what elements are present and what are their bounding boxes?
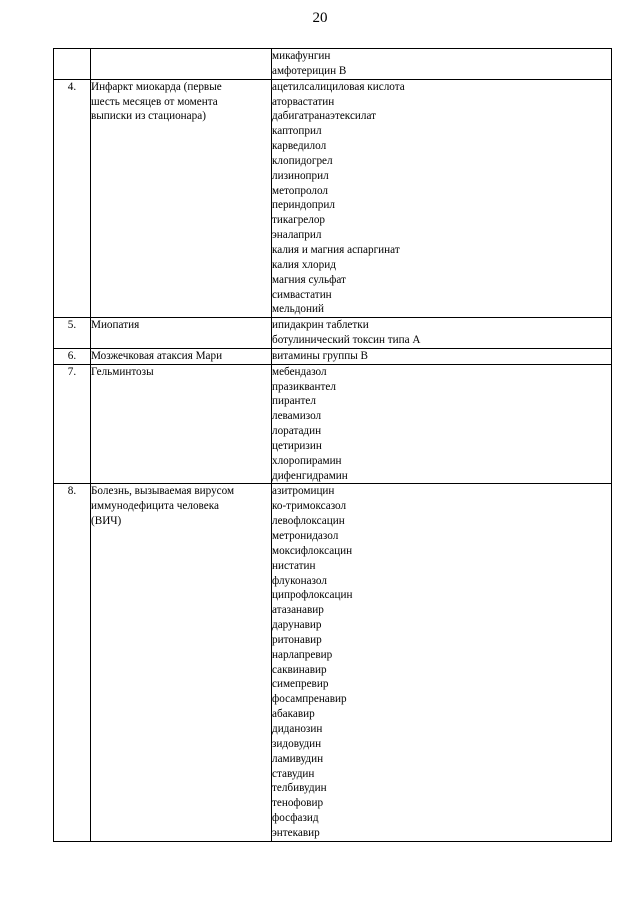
drug-name: празиквантел — [272, 380, 336, 393]
drug-name: ипидакрин таблетки — [272, 319, 369, 332]
drug-name: атазанавир — [272, 604, 324, 617]
drug-name: саквинавир — [272, 663, 327, 676]
table-row — [54, 318, 612, 349]
drug-name: левамизол — [272, 410, 322, 423]
table-row — [54, 484, 612, 841]
drug-name: ламивудин — [272, 752, 324, 765]
disease-cell — [91, 79, 272, 318]
drugs-cell — [272, 348, 612, 364]
drug-name: флуконазол — [272, 574, 327, 587]
drugs-cell — [272, 484, 612, 841]
table-row — [54, 49, 612, 80]
table-row — [54, 364, 612, 484]
disease-cell — [91, 49, 272, 80]
drug-name: метопролол — [272, 184, 329, 197]
drug-name: метронидазол — [272, 530, 339, 542]
drug-name: ко-тримоксазол — [272, 500, 347, 513]
page-number: 20 — [312, 10, 328, 26]
drug-table-body — [54, 49, 612, 842]
drug-name: ставудин — [272, 767, 315, 780]
table-row — [54, 79, 612, 318]
drug-name: дарунавир — [272, 619, 322, 632]
drug-name: калия и магния аспаргинат — [272, 243, 400, 256]
drug-name: абакавир — [272, 708, 315, 721]
disease-line: Миопатия — [91, 319, 140, 332]
drug-name: моксифлоксацин — [272, 544, 353, 557]
drug-name: нистатин — [272, 559, 316, 572]
drug-name: эналаприл — [272, 229, 322, 242]
drug-name: каптоприл — [272, 125, 322, 138]
drug-name: симвастатин — [272, 288, 332, 301]
drug-name: цетиризин — [272, 439, 322, 452]
row-number: 6. — [54, 348, 91, 364]
disease-line: Мозжечковая атаксия Мари — [91, 349, 223, 362]
drugs-cell — [272, 364, 612, 484]
drug-name: телбивудин — [272, 782, 327, 795]
drug-name: магния сульфат — [272, 273, 346, 286]
drug-name: зидовудин — [272, 737, 322, 750]
row-number — [54, 49, 91, 80]
drug-name: амфотерицин В — [272, 64, 347, 77]
drug-name: фосфазид — [272, 812, 319, 825]
drugs-cell — [272, 318, 612, 349]
disease-line: выписки из стационара) — [91, 110, 206, 123]
disease-cell — [91, 484, 272, 841]
drugs-cell — [272, 79, 612, 318]
drug-name: диданозин — [272, 722, 323, 735]
drugs-cell — [272, 49, 612, 80]
drug-name: левофлоксацин — [272, 515, 345, 528]
drug-name: дабигатранаэтексилат — [272, 110, 377, 123]
row-number: 4. — [54, 79, 91, 318]
drug-name: пирантел — [272, 395, 316, 408]
drug-name: лизиноприл — [272, 169, 329, 182]
drug-name: клопидогрел — [272, 154, 333, 167]
disease-line: (ВИЧ) — [91, 515, 122, 528]
drug-name: тенофовир — [272, 797, 324, 810]
drug-name: хлоропирамин — [272, 454, 342, 467]
row-number: 8. — [54, 484, 91, 841]
table-row — [54, 348, 612, 364]
disease-line: Болезнь, вызываемая вирусом — [91, 485, 235, 498]
disease-line: Гельминтозы — [91, 365, 154, 378]
disease-line: Инфаркт миокарда (первые — [91, 80, 222, 93]
drug-name: лоратадин — [272, 425, 322, 438]
drug-name: витамины группы В — [272, 349, 369, 362]
drug-name: аторвастатин — [272, 95, 335, 108]
drug-name: азитромицин — [272, 485, 335, 498]
drug-name: симепревир — [272, 678, 329, 691]
row-number: 7. — [54, 364, 91, 484]
drug-name: ацетилсалициловая кислота — [272, 80, 405, 93]
drug-name: дифенгидрамин — [272, 469, 348, 482]
drug-name: энтекавир — [272, 826, 320, 839]
disease-cell — [91, 364, 272, 484]
drug-name: мельдоний — [272, 303, 324, 316]
disease-line: шесть месяцев от момента — [91, 95, 218, 108]
disease-line: иммунодефицита человека — [91, 500, 219, 513]
drug-name: карведилол — [272, 140, 327, 153]
drug-name: мебендазол — [272, 365, 327, 378]
row-number: 5. — [54, 318, 91, 349]
drug-name: ритонавир — [272, 633, 322, 646]
drug-name: тикагрелор — [272, 214, 326, 227]
drug-name: микафунгин — [272, 50, 331, 62]
disease-cell — [91, 348, 272, 364]
drug-name: ботулинический токсин типа А — [272, 334, 421, 347]
disease-cell — [91, 318, 272, 349]
drug-name: периндоприл — [272, 199, 335, 212]
drug-name: фосампренавир — [272, 693, 347, 706]
drug-name: ципрофлоксацин — [272, 589, 353, 602]
drug-name: нарлапревир — [272, 648, 333, 661]
drug-table — [53, 48, 612, 842]
drug-name: калия хлорид — [272, 258, 336, 271]
